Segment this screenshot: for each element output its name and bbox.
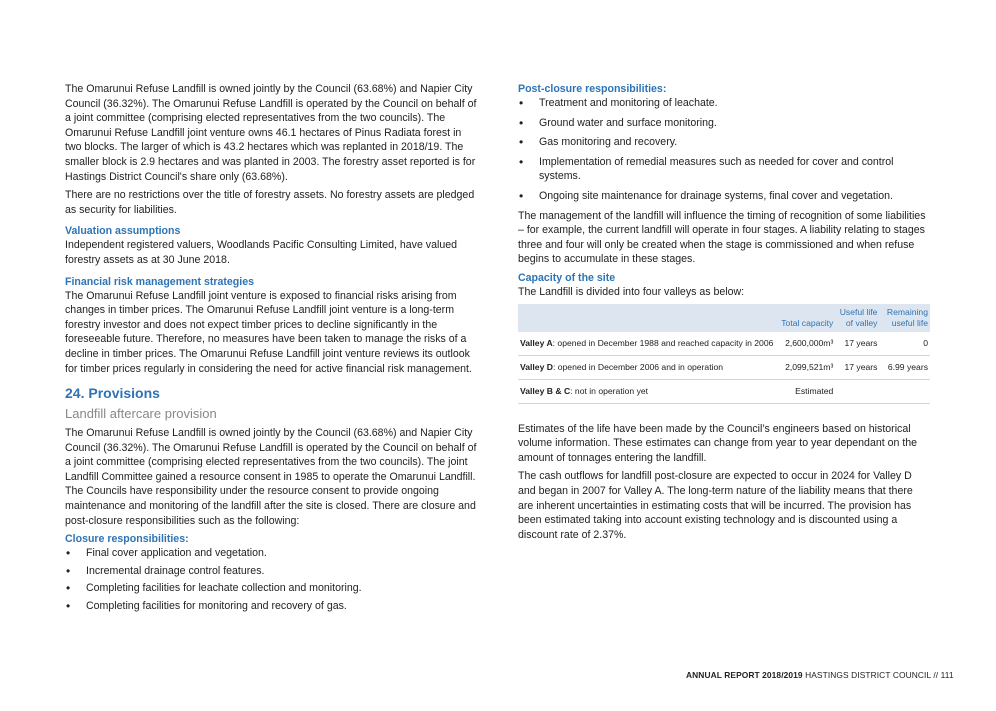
valley-desc: : opened in December 2006 and in operation: [552, 361, 724, 372]
list-item: • Implementation of remedial measures such as needed for cover and control systems.: [518, 155, 930, 184]
intro-paragraph-1: The Omarunui Refuse Landfill is owned jointly by the Council (63.68%) and Napier City Council (36.32%). The Omarunui Refuse Landfill is operated by the Council on behalf of a joint committee (comprising elected representatives from the two councils). The Omarunui Refuse Landfill joint venture owns 46.1 hectares of Pinus Radiata forest in two blocks. The larger of which is 43.2 hectares which was replanted in 2018/19. The smaller block is 2.9 hectares and was planted in 2003. The forestry asset reported is for Hastings District Council's share only (63.68%).: [65, 83, 477, 183]
valley-desc: : opened in December 1988 and reached capacity in 2006: [552, 337, 774, 348]
table-header: Remaining useful life: [879, 304, 930, 332]
page-footer: [686, 668, 954, 683]
valuation-text: Independent registered valuers, Woodlands Pacific Consulting Limited, have valued forestry assets as at 30 June 2018.: [65, 239, 458, 266]
table-header-row: [518, 304, 930, 332]
table-cell-valley: [518, 355, 775, 379]
risk-text: The Omarunui Refuse Landfill joint venture is exposed to financial risks arising from changes in timber prices. The Omarunui Refuse Landfill joint venture is a long-term forestry investor and does not expect timber prices to decline significantly in the foreseeable future. Therefore, no measures have been taken to manage the risks of a decline in timber prices. The Omarunui Refuse Landfill joint venture reviews its outlook for timber prices regularly in considering the need for active financial risk management.: [65, 289, 472, 375]
capacity-intro: The Landfill is divided into four valleys as below:: [518, 285, 745, 298]
list-item: • Completing facilities for leachate collection and monitoring.: [65, 581, 477, 596]
table-header: Total capacity: [775, 304, 835, 332]
section-heading: 24. Provisions: [65, 385, 160, 402]
capacity-table: [518, 304, 930, 404]
list-item: • Final cover application and vegetation.: [65, 546, 477, 561]
estimates-text: Estimates of the life have been made by the Council’s engineers based on historical volume information. These estimates can change from year to year dependant on the amount of tonnages entering the landfill.: [518, 422, 918, 464]
footer-report: ANNUAL REPORT 2018/2019: [686, 670, 803, 680]
table-cell-capacity: 2,600,000m³: [775, 332, 835, 356]
cashflow-text: The cash outflows for landfill post-closure are expected to occur in 2024 for Valley D and began in 2007 for Valley A. The long-term nature of the liability means that there are inherent uncertainties in estimating costs that will be incurred. The provision has been estimated taking into account existing technology and is discounted using a discount rate of 2.37%.: [518, 470, 913, 541]
table-cell-capacity: Estimated: [775, 379, 835, 403]
table-cell-valley: [518, 379, 775, 403]
table-row: [518, 379, 930, 403]
section-subheading: Landfill aftercare provision: [65, 406, 217, 422]
management-text: The management of the landfill will influence the timing of recognition of some liabilities – for example, the current landfill will operate in four stages. A liability relating to stages three and four will only be created when the stage is commissioned and when refuse begins to accumulate in these stages.: [518, 209, 926, 266]
risk-heading: Financial risk management strategies: [65, 275, 254, 288]
list-item: • Ground water and surface monitoring.: [518, 116, 930, 131]
footer-separator: //: [933, 670, 939, 680]
footer-council: HASTINGS DISTRICT COUNCIL: [805, 670, 931, 680]
table-cell-life: 17 years: [835, 355, 879, 379]
valley-name: Valley A: [520, 337, 553, 348]
table-row: [518, 355, 930, 379]
list-item: • Incremental drainage control features.: [65, 564, 477, 579]
list-item: • Treatment and monitoring of leachate.: [518, 96, 930, 111]
valuation-heading: Valuation assumptions: [65, 225, 181, 238]
capacity-heading: Capacity of the site: [518, 271, 616, 284]
table-cell-capacity: 2,099,521m³: [775, 355, 835, 379]
table-cell-remaining: 0: [879, 332, 930, 356]
valley-desc: : not in operation yet: [570, 385, 649, 396]
list-item: • Gas monitoring and recovery.: [518, 135, 930, 150]
left-column: [65, 82, 477, 617]
right-column: [518, 82, 930, 546]
valley-name: Valley B & C: [520, 385, 571, 396]
table-cell-remaining: [879, 379, 930, 403]
table-cell-life: 17 years: [835, 332, 879, 356]
list-item: • Completing facilities for monitoring and recovery of gas.: [65, 599, 477, 614]
post-closure-list: [518, 96, 930, 204]
table-cell-valley: [518, 332, 775, 356]
table-header: [518, 304, 775, 332]
list-item: • Ongoing site maintenance for drainage systems, final cover and vegetation.: [518, 189, 930, 204]
table-header: Useful life of valley: [835, 304, 879, 332]
closure-list: [65, 546, 477, 613]
page-number: 111: [940, 670, 954, 680]
table-cell-life: [835, 379, 879, 403]
closure-heading: Closure responsibilities:: [65, 533, 189, 546]
post-closure-heading: Post-closure responsibilities:: [518, 83, 667, 95]
table-cell-remaining: 6.99 years: [879, 355, 930, 379]
table-row: [518, 332, 930, 356]
spacer: [518, 404, 930, 422]
valley-name: Valley D: [520, 361, 553, 372]
intro-paragraph-2: There are no restrictions over the title of forestry assets. No forestry assets are pledged as security for liabilities.: [65, 189, 475, 216]
aftercare-text: The Omarunui Refuse Landfill is owned jointly by the Council (63.68%) and Napier City Council (36.32%). The Omarunui Refuse Landfill is operated by the Council on behalf of a joint committee (comprising elected representatives from the two councils). The joint Landfill Committee gained a resource consent in 1985 to operate the Omarunui Landfill. The Councils have responsibility under the resource consent to provide ongoing maintenance and monitoring of the landfill after the site is closed. There are closure and post-closure responsibilities such as the following:: [65, 427, 477, 527]
